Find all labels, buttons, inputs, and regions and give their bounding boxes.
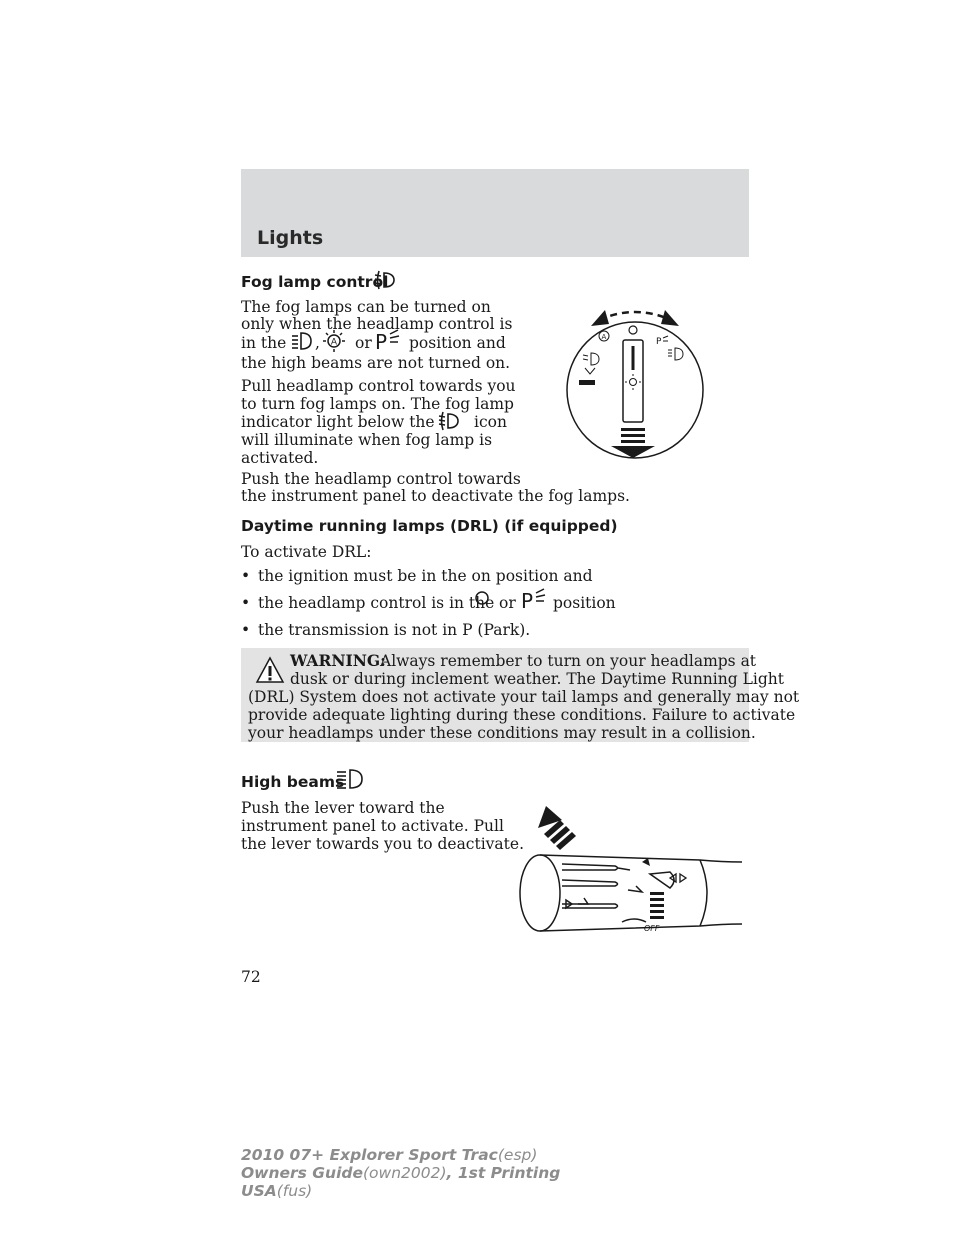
warning-text-line: Always remember to turn on your headlamps at	[380, 652, 757, 670]
warning-text-line: your headlamps under these conditions may result in a collision.	[248, 724, 756, 742]
turn-signal-lever-illustration	[510, 800, 746, 940]
fog-lamp-icon	[437, 409, 461, 433]
parking-lamp-icon	[520, 587, 548, 611]
bullet: •	[241, 594, 251, 612]
warning-text-line: dusk or during inclement weather. The Daytime Running Light	[290, 670, 784, 688]
high-beams-heading: High beams	[241, 773, 345, 791]
drl-bullet-text: the transmission is not in P (Park).	[258, 621, 531, 639]
warning-text-line: provide adequate lighting during these conditions. Failure to activate	[248, 706, 796, 724]
drl-bullet-text: position	[553, 594, 616, 612]
svg-text:A: A	[330, 337, 338, 348]
warning-label: WARNING:	[290, 651, 386, 670]
svg-text:P: P	[375, 330, 388, 352]
fog-text-line: to turn fog lamps on. The fog lamp	[241, 395, 514, 413]
fog-text-line: the high beams are not turned on.	[241, 354, 511, 372]
fog-text-line: will illuminate when fog lamp is	[241, 431, 493, 449]
fog-text-line: in the	[241, 334, 287, 352]
high-beam-icon	[335, 767, 365, 791]
drl-bullet-text: the headlamp control is in the	[258, 594, 495, 612]
warning-text-line: (DRL) System does not activate your tail lamps and generally may not	[248, 688, 800, 706]
fog-text-line: indicator light below the	[241, 413, 435, 431]
high-text-line: Push the lever toward the	[241, 799, 445, 817]
fog-text-line: only when the headlamp control is	[241, 315, 513, 333]
fog-text-line: The fog lamps can be turned on	[241, 298, 491, 316]
fog-text-line: Pull headlamp control towards you	[241, 377, 516, 395]
svg-text:P: P	[656, 337, 662, 347]
lever-off-label: OFF	[644, 924, 660, 933]
headlamp-off-icon	[472, 588, 492, 608]
fog-lamp-heading: Fog lamp control	[241, 273, 389, 291]
high-text-line: instrument panel to activate. Pull	[241, 817, 504, 835]
svg-text:A: A	[601, 333, 607, 341]
fog-text-line: position and	[409, 334, 506, 352]
print-footer: 2010 07+ Explorer Sport Trac(esp) Owners Guide(own2002), 1st Printing USA(fus)	[241, 1146, 561, 1200]
fog-text-line: ,	[315, 334, 320, 352]
drl-bullet-text: the ignition must be in the on position and	[258, 567, 593, 585]
drl-bullet-text: or	[499, 594, 516, 612]
fog-text-line: the instrument panel to deactivate the fog lamps.	[241, 487, 630, 505]
drl-intro: To activate DRL:	[241, 543, 372, 561]
fog-text-line: or	[355, 334, 372, 352]
bullet: •	[241, 621, 251, 639]
drl-heading: Daytime running lamps (DRL) (if equipped)	[241, 517, 618, 535]
fog-lamp-icon	[373, 268, 397, 292]
high-text-line: the lever towards you to deactivate.	[241, 835, 525, 853]
section-header	[241, 169, 749, 257]
bullet: •	[241, 567, 251, 585]
headlamp-on-icon	[290, 330, 314, 352]
fog-text-line: icon	[474, 413, 507, 431]
warning-box	[241, 648, 800, 742]
parking-lamp-icon	[374, 328, 402, 352]
fog-text-line: activated.	[241, 449, 319, 467]
auto-lamp-icon	[321, 329, 347, 353]
page-number: 72	[241, 968, 261, 986]
fog-text-line: Push the headlamp control towards	[241, 470, 521, 488]
warning-triangle-icon	[255, 656, 285, 684]
section-title: Lights	[257, 227, 324, 249]
svg-text:P: P	[521, 589, 534, 611]
headlamp-dial-illustration	[565, 298, 707, 466]
